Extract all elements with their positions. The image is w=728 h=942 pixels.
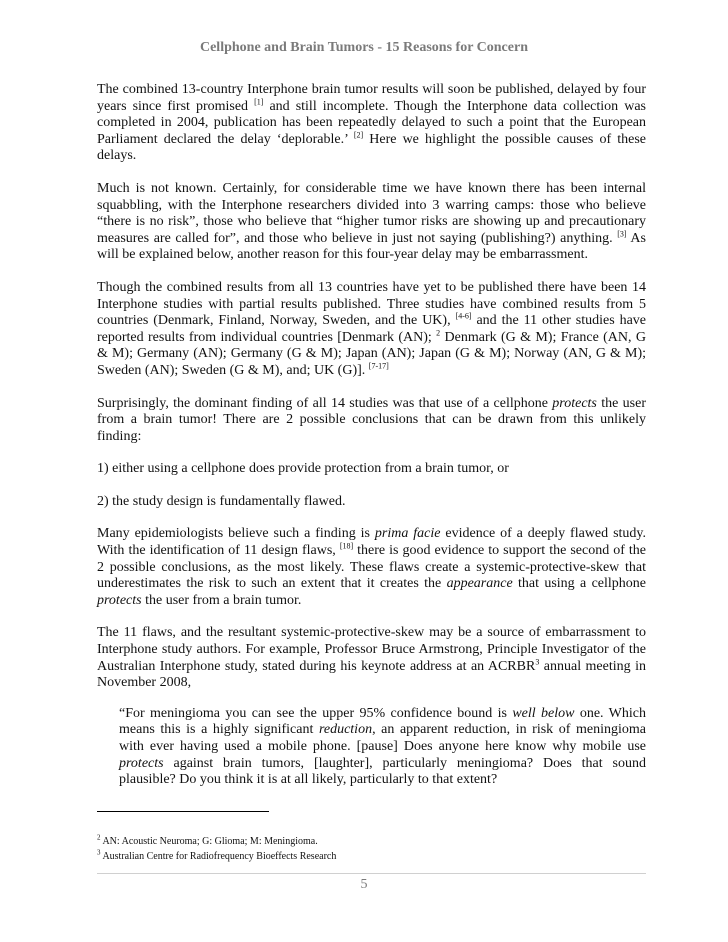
citation-ref: [1] [254,96,264,106]
footnote-separator [97,811,269,812]
paragraph-interphone-results: The combined 13-country Interphone brain tumor results will soon be published, delayed by four years since first promised [1] and still incomplete. Though the Interphone data collection was completed in 2004, publication has been repeatedly delayed to such a point that the European Parliament declared the delay ‘deplorable.’ [2] Here we highlight the possible causes of these delays. [97,82,646,164]
paragraph-design-flaws: Many epidemiologists believe such a finding is prima facie evidence of a deeply flawed study. With the identification of 11 design flaws, [18] there is good evidence to support the second of the 2 possible conclusions, as the most likely. These flaws create a systemic-protective-skew that underestimates the risk to such an extent that it creates the appearance that using a cellphone protects the user from a brain tumor. [97,526,646,608]
citation-ref: [2] [353,130,364,140]
citation-ref: [7-17] [368,361,389,371]
paragraph-conclusion-one: 1) either using a cellphone does provide protection from a brain tumor, or [97,461,509,477]
citation-ref: [4-6] [455,311,472,321]
footnote-number: 3 [97,848,101,857]
paragraph-warring-camps: Much is not known. Certainly, for considerable time we have known there has been internal squabbling, with the Interphone researchers divided into 3 warring camps: those who believe “there is no risk”, those who believe that “higher tumor risks are showing up and precautionary measures are called for”, and those who believe in just not saying (publishing?) anything. [3] As will be explained below, another reason for this four-year delay may be embarrassment. [97,180,646,263]
paragraph-dominant-finding: Surprisingly, the dominant finding of all 14 studies was that use of a cellphone protects the user from a brain tumor! There are 2 possible conclusions that can be drawn from this unlikely finding: [97,395,646,444]
footnote-item: $^2$ AN: Acoustic Neuroma; G: Glioma; M: Meningioma. [97,833,318,847]
citation-ref: [3] [617,229,627,239]
paragraph-conclusion-two: 2) the study design is fundamentally flawed. [97,493,346,509]
footnotes [97,834,646,864]
footnote-mark: 3 [535,656,540,666]
footer-rule [97,873,646,874]
paragraph-embarrassment: The 11 flaws, and the resultant systemic-protective-skew may be a source of embarrassment to Interphone study authors. For example, Professor Bruce Armstrong, Principle Investigator of the Australian Interphone study, stated during his keynote address at an ACRBR$^3$ annual meeting in November 2008, [97,625,646,691]
footnote-item: $^3$ Australian Centre for Radiofrequency Bioeffects Research [97,848,337,862]
footnote-number: 2 [97,833,101,842]
running-header: Cellphone and Brain Tumors - 15 Reasons for Concern [199,40,528,55]
paragraph-fourteen-studies: Though the combined results from all 13 countries have yet to be published there have been 14 Interphone studies with partial results published. Three studies have combined results from 5 countries (Denmark, Finland, Norway, Sweden, and the UK), [4-6] and the 11 other studies have reported results from individual countries [Denmark (AN); $^2$ Denmark (G & M); France (AN, G & M); Germany (AN); Germany (G & M); Japan (AN); Japan (G & M); Norway (AN, G & M); Sweden (AN); Sweden (G & M), and; UK (G)]. [7-17] [97,279,647,378]
body-text [97,82,646,789]
citation-ref: [18] [339,541,354,551]
footnote-mark: 2 [436,328,441,338]
page-number: 5 [360,877,368,892]
block-quote: “For meningioma you can see the upper 95% confidence bound is well below one. Which means this is a highly significant reduction, an apparent reduction, in risk of meningioma with ever having used a mobile phone. [pause] Does anyone here know why mobile use protects against brain tumors, [laughter], particularly meningioma? Does that sound plausible? Do you think it is at all likely, particularly to that extent? [119,705,646,788]
